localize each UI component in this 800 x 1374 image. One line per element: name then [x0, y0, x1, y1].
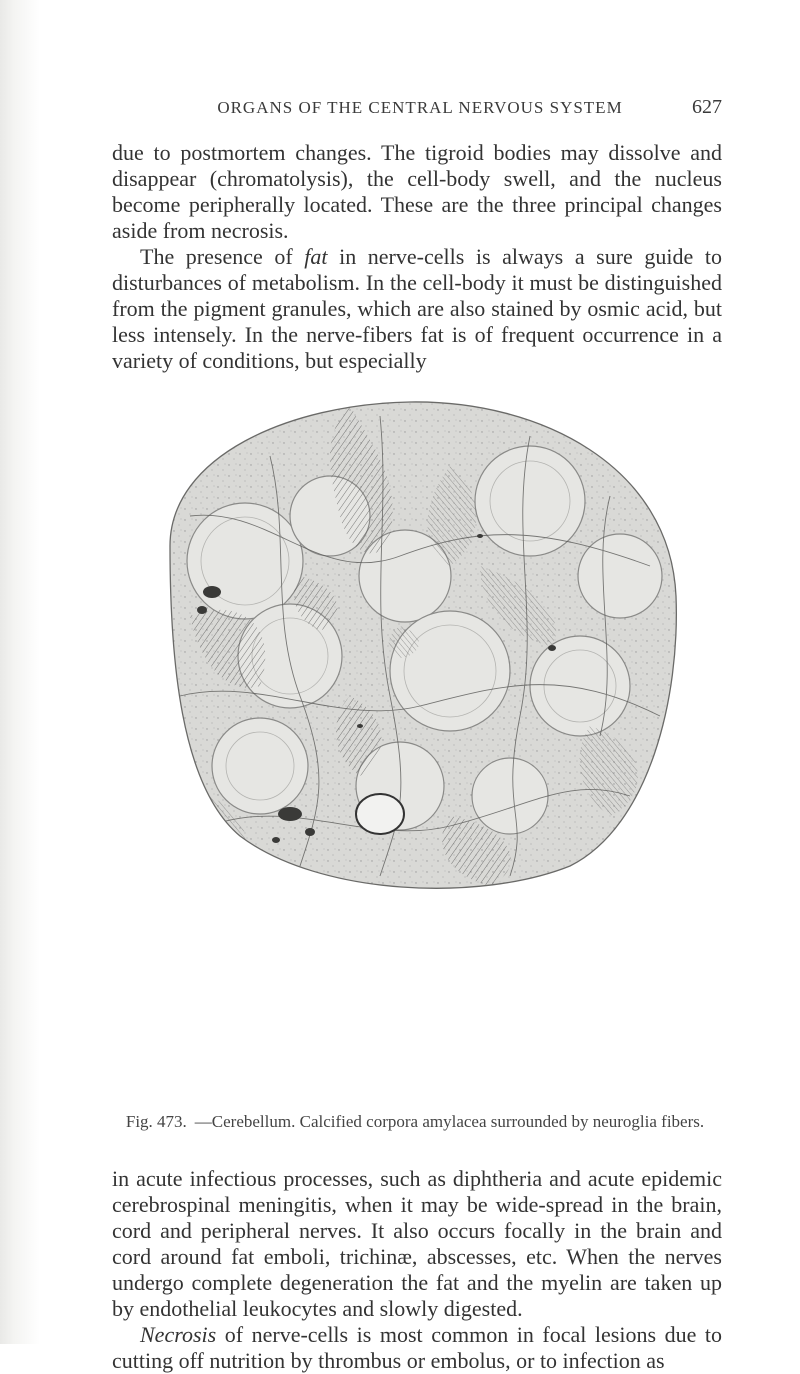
caption-text: —Cerebellum. Calcified corpora amylacea surrounded by neuroglia fibers. — [194, 1112, 705, 1131]
running-head: ORGANS OF THE CENTRAL NERVOUS SYSTEM — [217, 98, 623, 117]
text-run: The presence of — [140, 244, 305, 269]
paragraph: due to postmortem changes. The tigroid bodies may dissolve and disappear (chromatolysis), the cell-body swell, and the nucleus become peripherally located. These are the three principal changes aside from necrosis. — [112, 140, 722, 243]
page-number: 627 — [692, 96, 722, 118]
histology-illustration — [150, 396, 678, 890]
tissue-section — [150, 396, 678, 890]
text-run: of nerve-cells is most common in focal lesions due to cutting off nutrition by thrombus or embolus, or to infection as — [112, 1322, 722, 1373]
text-block-top — [112, 140, 722, 374]
paragraph: in acute infectious processes, such as diphtheria and acute epidemic cerebrospinal meningitis, when it may be wide-spread in the brain, cord and peripheral nerves. It also occurs focally in the brain and cord around fat emboli, trichinæ, abscesses, etc. When the nerves undergo complete degeneration the fat and the myelin are taken up by endothelial leukocytes and slowly digested. — [112, 1166, 722, 1321]
text-block-bottom — [112, 1166, 722, 1374]
text-run: in nerve-cells is always a sure guide to disturbances of metabolism. In the cell-body it must be distinguished from the pigment granules, which are also stained by osmic acid, but less intensely. In the nerve-fibers fat is of frequent occurrence in a variety of conditions, but especially — [112, 244, 722, 373]
italic-term: Necrosis — [140, 1322, 217, 1347]
paragraph-fat — [112, 244, 722, 374]
figure-label: Fig. 473. — [125, 1112, 187, 1131]
italic-term: fat — [304, 244, 328, 269]
figure-caption — [108, 1112, 722, 1131]
paragraph-necrosis — [112, 1322, 722, 1374]
